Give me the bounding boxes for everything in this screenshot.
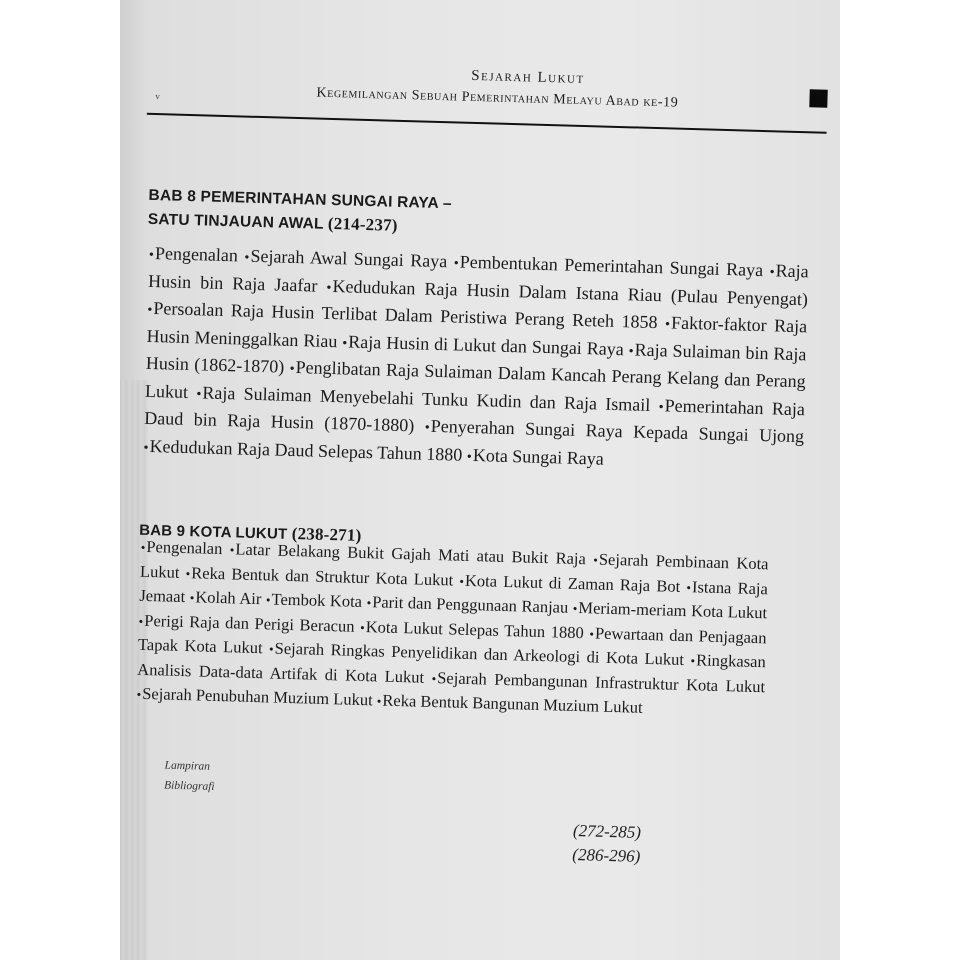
toc-topic-text: Raja Sulaiman Menyebelahi Tunku Kudin dan Raja Ismail: [202, 381, 651, 415]
header-rule: [147, 113, 827, 134]
bullet-dot-icon: •: [189, 590, 195, 606]
toc-topic-item: [366, 592, 568, 617]
toc-topic-text: Tembok Kota: [271, 589, 363, 611]
toc-topic-text: Istana Raja Jemaat: [139, 576, 769, 607]
running-header-subtitle: Kegemilangan Sebuah Pemerintahan Melayu Abad ke-19: [316, 85, 679, 111]
toc-topic-text: Raja Sulaiman bin Raja Husin (1862-1870): [145, 339, 807, 377]
toc-topic-item: [453, 251, 763, 280]
toc-topic-item: [136, 684, 373, 710]
toc-topic-item: [266, 589, 363, 611]
running-header-title: Sejarah Lukut: [471, 67, 585, 88]
toc-topic-text: Reka Bentuk dan Struktur Kota Lukut: [191, 562, 454, 590]
toc-topic-text: Penyerahan Sungai Raya Kepada Sungai Ujong: [430, 415, 805, 447]
toc-topic-item: [244, 246, 447, 272]
toc-topic-text: Raja Husin bin Raja Jaafar: [147, 260, 809, 296]
toc-topic-text: Parit dan Penggunaan Ranjau: [371, 592, 569, 617]
bullet-dot-icon: •: [148, 246, 155, 264]
toc-topic-text: Faktor-faktor Raja Husin Meninggalkan Riau: [146, 312, 808, 351]
toc-topic-text: Ringkasan Analisis Data-data Artifak di Kota Lukut: [137, 650, 767, 687]
bullet-dot-icon: •: [628, 342, 634, 359]
bullet-dot-icon: •: [229, 542, 235, 558]
toc-topic-text: Sejarah Penubuhan Muzium Lukut: [142, 683, 373, 710]
toc-topic-text: Kota Lukut di Zaman Raja Bot: [464, 570, 681, 596]
bullet-dot-icon: •: [459, 573, 465, 589]
toc-topic-text: Persoalan Raja Husin Terlibat Dalam Peristiwa Perang Reteh 1858: [153, 298, 658, 333]
bullet-dot-icon: •: [769, 264, 775, 281]
toc-topic-text: Kolah Air: [195, 587, 262, 609]
toc-topic-text: Penglibatan Raja Sulaiman Dalam Kancah Perang Kelang dan Perang Lukut: [144, 357, 806, 402]
toc-topic-item: [140, 537, 222, 558]
appendix-page-ranges: [572, 819, 641, 869]
toc-topic-text: Pengenalan: [146, 536, 223, 559]
chapter-9-topics: [136, 535, 769, 724]
bullet-dot-icon: •: [589, 625, 595, 641]
chapter-8-title: [148, 184, 579, 243]
bullet-dot-icon: •: [265, 592, 271, 608]
bullet-dot-icon: •: [690, 653, 696, 669]
page-content: [120, 0, 840, 960]
bullet-dot-icon: •: [572, 600, 578, 617]
toc-topic-text: Meriam-meriam Kota Lukut: [578, 598, 768, 623]
bullet-dot-icon: •: [376, 693, 382, 709]
bullet-dot-icon: •: [196, 385, 202, 402]
chapter-8-page-range: (214-237): [327, 213, 398, 235]
chapter-8-title-text: SATU TINJAUAN AWAL: [147, 210, 324, 233]
toc-topic-item: [424, 416, 804, 447]
toc-topic-item: [196, 382, 650, 415]
bullet-dot-icon: •: [147, 301, 153, 319]
toc-topic-text: Perigi Raja dan Perigi Beracun: [144, 610, 355, 636]
toc-topic-text: Kota Sungai Raya: [472, 444, 605, 469]
bullet-dot-icon: •: [143, 439, 149, 456]
toc-topic-text: Pembentukan Pemerintahan Sungai Raya: [459, 251, 764, 281]
bullet-dot-icon: •: [268, 641, 274, 657]
toc-topic-text: Sejarah Pembangunan Infrastruktur Kota Lukut: [437, 667, 766, 696]
bibliografi-label: Bibliografi: [163, 779, 215, 793]
bullet-dot-icon: •: [593, 552, 599, 568]
chapter-9-title-text: BAB 9 KOTA LUKUT: [138, 521, 288, 543]
bullet-dot-icon: •: [658, 398, 664, 415]
toc-topic-text: Kota Lukut Selepas Tahun 1880: [365, 616, 585, 642]
toc-topic-item: [360, 616, 584, 641]
toc-topic-text: Sejarah Pembinaan Kota Lukut: [139, 549, 769, 582]
toc-topic-item: [326, 275, 808, 308]
toc-topic-text: Pewartaan dan Penjagaan Tapak Kota Lukut: [137, 623, 767, 658]
bullet-dot-icon: •: [424, 419, 430, 436]
toc-topic-text: Pemerintahan Raja Daud bin Raja Husin (1870-1880): [144, 394, 806, 436]
bullet-dot-icon: •: [136, 686, 142, 702]
chapter-9-page-range: (238-271): [291, 524, 362, 545]
toc-topic-item: [138, 610, 354, 635]
bullet-dot-icon: •: [359, 619, 365, 635]
header-square-marker: [809, 89, 827, 107]
bullet-dot-icon: •: [244, 249, 250, 266]
bullet-dot-icon: •: [140, 539, 146, 555]
bullet-dot-icon: •: [431, 670, 437, 686]
toc-topic-item: [189, 587, 261, 608]
bullet-dot-icon: •: [686, 579, 692, 595]
toc-topic-text: Kedudukan Raja Daud Selepas Tahun 1880: [149, 435, 463, 465]
toc-topic-item: [459, 570, 680, 595]
bullet-dot-icon: •: [185, 565, 191, 581]
toc-topic-text: Sejarah Ringkas Penyelidikan dan Arkeologi di Kota Lukut: [274, 638, 685, 670]
bullet-dot-icon: •: [453, 255, 459, 272]
toc-topic-item: [467, 444, 605, 468]
page-number: v: [155, 91, 160, 102]
book-page: [120, 0, 840, 960]
bullet-dot-icon: •: [664, 316, 671, 333]
bullet-dot-icon: •: [138, 613, 144, 629]
toc-topic-item: [573, 598, 768, 622]
bullet-dot-icon: •: [342, 334, 348, 351]
toc-topic-text: Reka Bentuk Bangunan Muzium Lukut: [382, 690, 643, 717]
chapter-8-title-line1: BAB 8 PEMERINTAHAN SUNGAI RAYA –: [148, 186, 452, 213]
toc-topic-text: Kedudukan Raja Husin Dalam Istana Riau (Pulau Penyengat): [332, 275, 809, 309]
toc-topic-text: Raja Husin di Lukut dan Sungai Raya: [348, 331, 625, 359]
toc-topic-item: [431, 667, 765, 695]
bullet-dot-icon: •: [326, 279, 332, 296]
toc-topic-item: [342, 331, 624, 359]
bibliografi-page-range: (286-296): [572, 844, 641, 866]
bullet-dot-icon: •: [466, 448, 473, 465]
toc-topic-item: [143, 435, 462, 464]
toc-topic-item: [149, 243, 239, 265]
toc-topic-item: [185, 563, 453, 589]
toc-topic-text: Sejarah Awal Sungai Raya: [250, 245, 448, 272]
toc-topic-text: Latar Belakang Bukit Gajah Mati atau Bukit Raja: [235, 539, 587, 569]
lampiran-label: Lampiran: [164, 759, 211, 773]
chapter-8-topics: [143, 241, 809, 479]
bullet-dot-icon: •: [289, 360, 295, 378]
toc-topic-text: Pengenalan: [154, 243, 239, 266]
bullet-dot-icon: •: [366, 595, 372, 611]
lampiran-page-range: (272-285): [572, 820, 642, 842]
toc-topic-item: [377, 690, 643, 716]
appendix-labels: [164, 756, 216, 797]
